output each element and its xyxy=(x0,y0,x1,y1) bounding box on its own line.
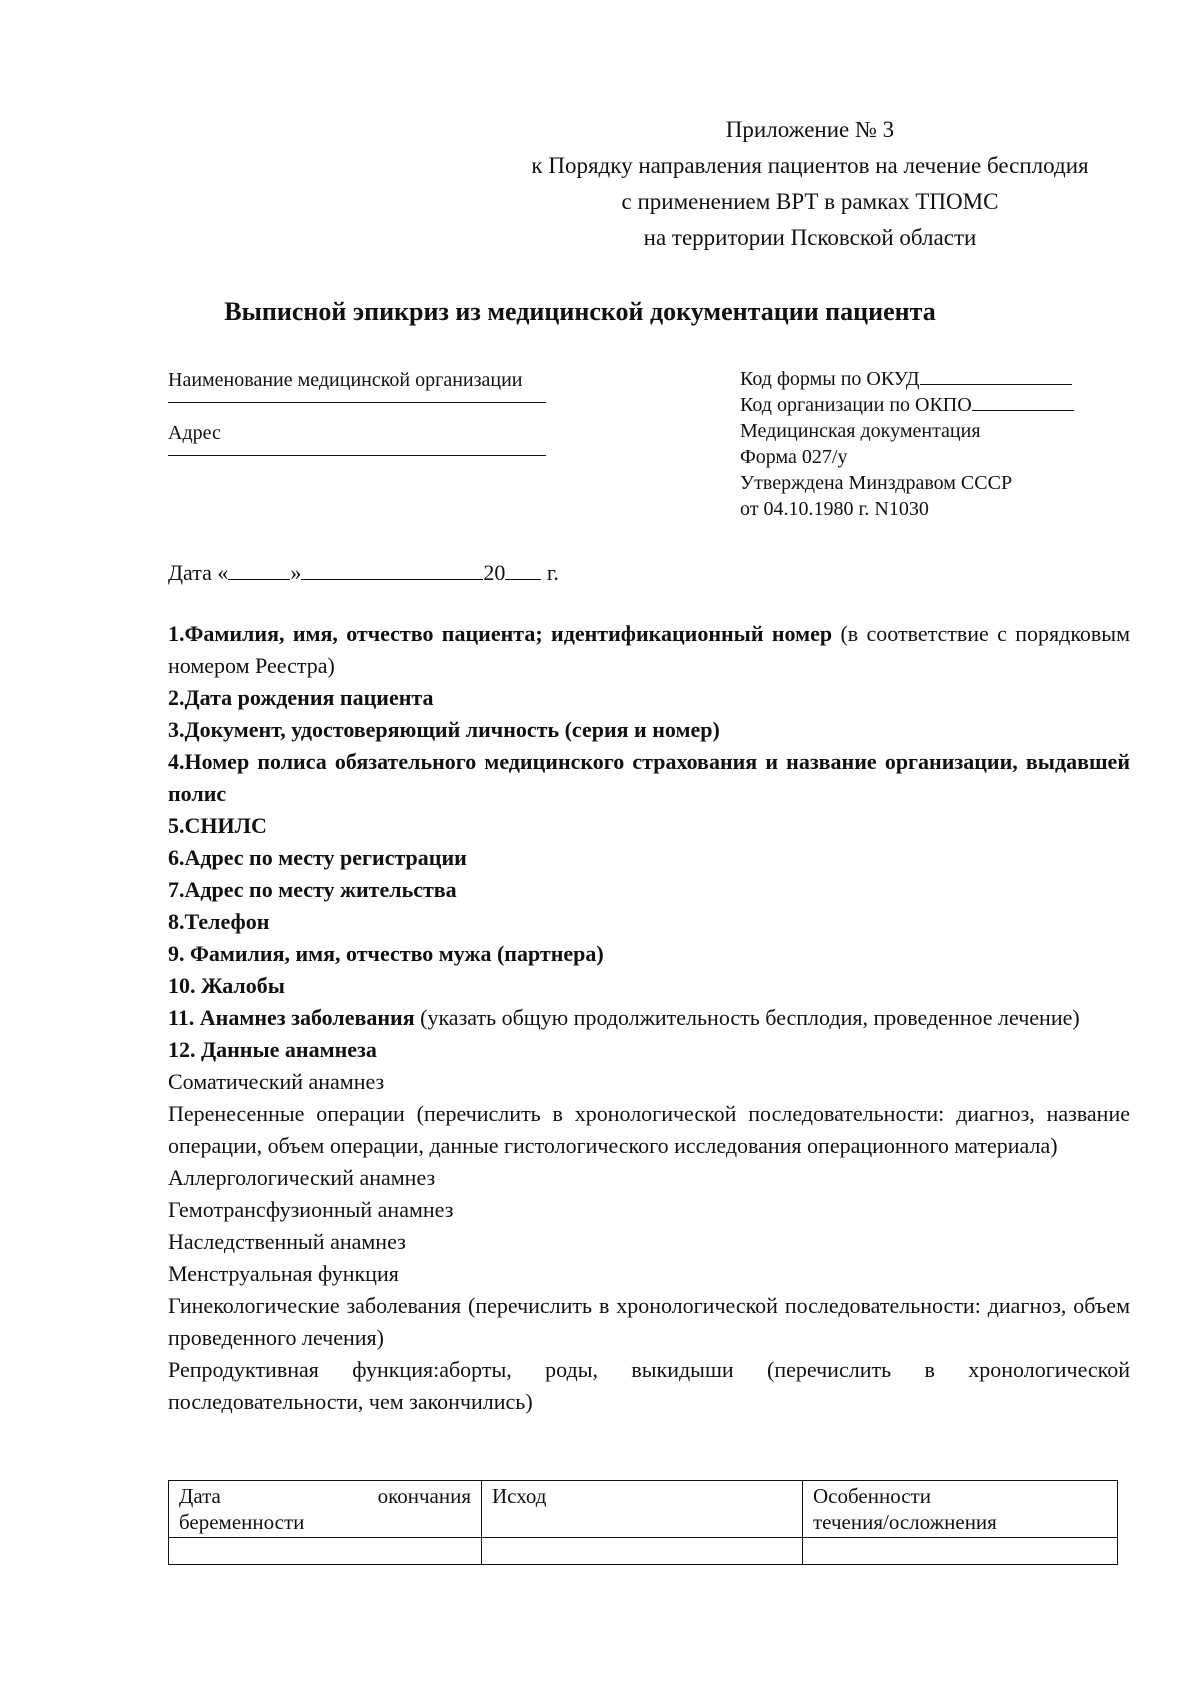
item-9-title: 9. Фамилия, имя, отчество мужа (партнера) xyxy=(168,941,604,966)
reproductive-function: Репродуктивная функция:аборты, роды, выкидыши (перечислить в хронологической последовательности, чем закончились) xyxy=(168,1357,1130,1414)
appendix-line-2: к Порядку направления пациентов на лечение бесплодия xyxy=(531,153,1089,178)
item-6-title: 6.Адрес по месту регистрации xyxy=(168,845,467,870)
item-7 xyxy=(168,874,1130,906)
okpo-label: Код организации по ОКПО xyxy=(740,394,972,416)
somatic-anamnesis: Соматический анамнез xyxy=(168,1069,385,1094)
menstrual-function: Менструальная функция xyxy=(168,1261,399,1286)
item-11 xyxy=(168,1002,1130,1034)
col-header-features xyxy=(803,1481,1118,1538)
table-cell-features[interactable] xyxy=(803,1538,1118,1565)
form-number: Форма 027/у xyxy=(740,446,848,468)
item-3-title: 3.Документ, удостоверяющий личность (серия и номер) xyxy=(168,717,720,742)
date-month-fill[interactable] xyxy=(301,561,483,580)
org-address-label: Адрес xyxy=(168,422,221,444)
approved-date: от 04.10.1980 г. N1030 xyxy=(740,498,929,520)
col-header-end-date xyxy=(169,1481,482,1538)
table-cell-outcome[interactable] xyxy=(482,1538,803,1565)
item-5 xyxy=(168,810,1130,842)
item-3 xyxy=(168,714,1130,746)
item-11-title: 11. Анамнез заболевания xyxy=(168,1005,415,1030)
form-items xyxy=(168,618,1130,1418)
item-1 xyxy=(168,618,1130,682)
form-info-block xyxy=(740,366,1100,522)
gynecological-diseases: Гинекологические заболевания (перечислить в хронологической последовательности: диагноз, объем проведенного лечения) xyxy=(168,1293,1130,1350)
item-12 xyxy=(168,1034,1130,1066)
hereditary-anamnesis: Наследственный анамнез xyxy=(168,1229,406,1254)
org-name-fill-line[interactable] xyxy=(168,402,546,403)
item-4 xyxy=(168,746,1130,810)
org-name-label: Наименование медицинской организации xyxy=(168,369,523,391)
col1-line2: беременности xyxy=(179,1510,305,1534)
item-10 xyxy=(168,970,1130,1002)
date-close-quote: » xyxy=(290,560,302,585)
okud-row xyxy=(740,366,1100,392)
transfusion-anamnesis: Гемотрансфузионный анамнез xyxy=(168,1197,454,1222)
item-8 xyxy=(168,906,1130,938)
item-12-title: 12. Данные анамнеза xyxy=(168,1037,377,1062)
appendix-line-4: на территории Псковской области xyxy=(643,225,977,250)
date-year-fill[interactable] xyxy=(505,561,541,580)
org-address-fill-line[interactable] xyxy=(168,455,546,456)
operations-anamnesis: Перенесенные операции (перечислить в хронологической последовательности: диагноз, название операции, объем операции, данные гистологического исследования операционного материала) xyxy=(168,1101,1130,1158)
item-5-title: 5.СНИЛС xyxy=(168,813,267,838)
pregnancy-table xyxy=(168,1480,1118,1565)
okpo-row xyxy=(740,392,1100,418)
doc-type: Медицинская документация xyxy=(740,420,981,442)
table-row xyxy=(169,1538,1118,1565)
appendix-line-1: Приложение № 3 xyxy=(725,117,895,142)
col1-word1: Дата xyxy=(179,1484,221,1508)
appendix-header xyxy=(500,112,1120,256)
col1-word2: окончания xyxy=(377,1484,471,1508)
item-10-title: 10. Жалобы xyxy=(168,973,285,998)
item-11-note: (указать общую продолжительность бесплодия, проведенное лечение) xyxy=(414,1005,1080,1030)
okpo-fill-line[interactable] xyxy=(972,392,1074,411)
okud-label: Код формы по ОКУД xyxy=(740,368,920,390)
item-2 xyxy=(168,682,1130,714)
item-8-title: 8.Телефон xyxy=(168,909,270,934)
item-9 xyxy=(168,938,1130,970)
item-1-note: (в соответствие с порядковым номером Реестра) xyxy=(168,621,1130,678)
col3-line2: течения/осложнения xyxy=(813,1510,997,1534)
col-header-outcome: Исход xyxy=(482,1481,803,1538)
item-2-title: 2.Дата рождения пациента xyxy=(168,685,434,710)
date-row xyxy=(168,558,559,588)
col3-line1: Особенности xyxy=(813,1484,931,1508)
table-cell-end-date[interactable] xyxy=(169,1538,482,1565)
item-1-title: 1.Фамилия, имя, отчество пациента; идентификационный номер xyxy=(168,621,833,646)
appendix-line-3: с применением ВРТ в рамках ТПОМС xyxy=(621,189,999,214)
item-6 xyxy=(168,842,1130,874)
document-title: Выписной эпикриз из медицинской документации пациента xyxy=(224,297,936,326)
date-year-prefix: 20 xyxy=(483,560,506,585)
date-label: Дата « xyxy=(168,560,229,585)
approved-by: Утверждена Минздравом СССР xyxy=(740,472,1013,494)
organization-block xyxy=(168,368,548,474)
date-year-suffix: г. xyxy=(546,560,559,585)
item-7-title: 7.Адрес по месту жительства xyxy=(168,877,457,902)
date-day-fill[interactable] xyxy=(228,561,290,580)
okud-fill-line[interactable] xyxy=(920,366,1072,385)
allergy-anamnesis: Аллергологический анамнез xyxy=(168,1165,436,1190)
item-4-title: 4.Номер полиса обязательного медицинского страхования и название организации, выдавшей полис xyxy=(168,749,1130,806)
table-header-row xyxy=(169,1481,1118,1538)
